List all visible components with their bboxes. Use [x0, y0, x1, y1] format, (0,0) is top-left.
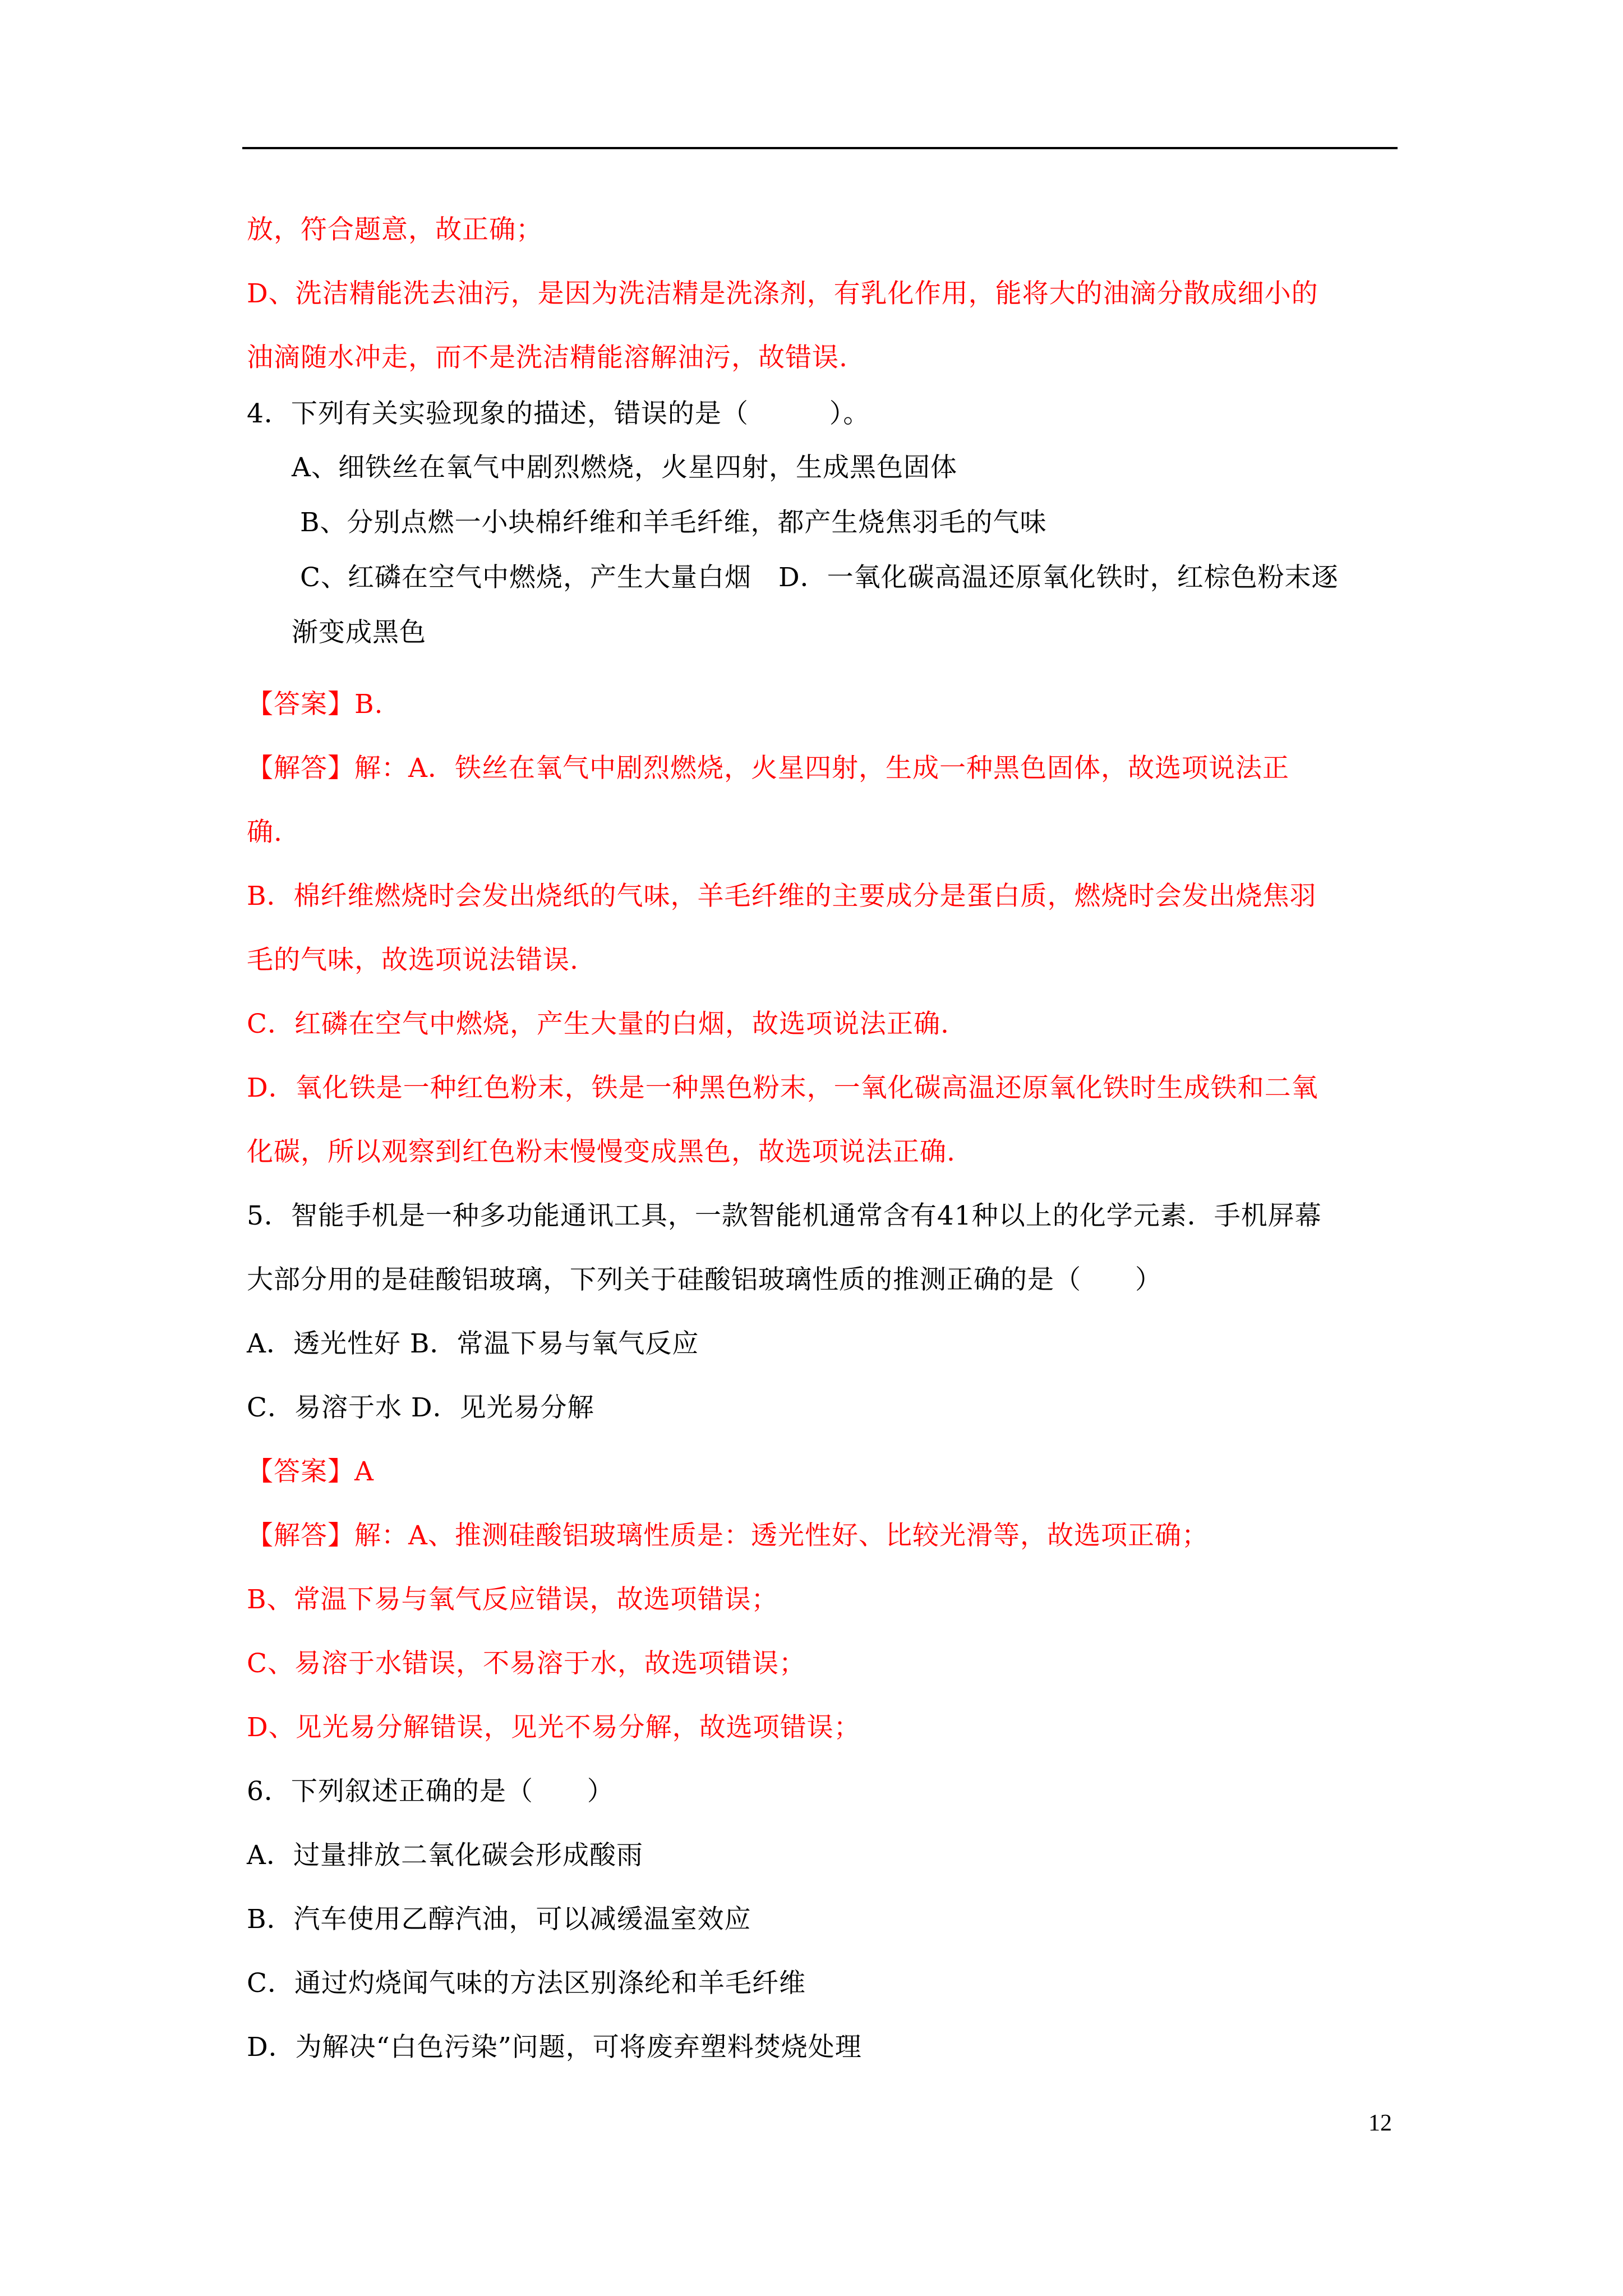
question-text-line: 5．智能手机是一种多功能通讯工具，一款智能机通常含有41种以上的化学元素．手机屏幕: [247, 1200, 1322, 1231]
answer-text-line: 【解答】解：A、推测硅酸铝玻璃性质是：透光性好、比较光滑等，故选项正确；: [247, 1520, 1209, 1551]
answer-text-line: 化碳，所以观察到红色粉末慢慢变成黑色，故选项说法正确.: [247, 1137, 956, 1167]
answer-text-line: D、见光易分解错误，见光不易分解，故选项错误；: [247, 1712, 861, 1743]
question-text-line: A、细铁丝在氧气中剧烈燃烧，火星四射，生成黑色固体: [292, 452, 957, 483]
answer-text-line: B．棉纤维燃烧时会发出烧纸的气味，羊毛纤维的主要成分是蛋白质，燃烧时会发出烧焦羽: [247, 881, 1317, 912]
answer-text-line: C．红磷在空气中燃烧，产生大量的白烟，故选项说法正确.: [247, 1009, 949, 1039]
page-number: 12: [1368, 2110, 1392, 2136]
question-text-line: B．汽车使用乙醇汽油，可以减缓温室效应: [247, 1904, 751, 1935]
question-text-line: B、分别点燃一小块棉纤维和羊毛纤维，都产生烧焦羽毛的气味: [300, 507, 1047, 538]
answer-text-line: B、常温下易与氧气反应错误，故选项错误；: [247, 1584, 778, 1615]
question-text-line: A．透光性好 B．常温下易与氧气反应: [247, 1328, 699, 1359]
question-text-line: C、红磷在空气中燃烧，产生大量白烟 D．一氧化碳高温还原氧化铁时，红棕色粉末逐: [300, 562, 1339, 593]
question-text-line: A．过量排放二氧化碳会形成酸雨: [247, 1840, 643, 1871]
answer-text-line: C、易溶于水错误，不易溶于水，故选项错误；: [247, 1648, 806, 1679]
question-text-line: 6．下列叙述正确的是（ ）: [247, 1776, 614, 1807]
answer-text-line: 油滴随水冲走，而不是洗洁精能溶解油污，故错误.: [247, 342, 848, 373]
answer-text-line: 放，符合题意，故正确；: [247, 214, 543, 245]
answer-text-line: 确.: [247, 817, 283, 848]
question-text-line: 4．下列有关实验现象的描述，错误的是（ ）。: [247, 398, 870, 429]
answer-text-line: 毛的气味，故选项说法错误.: [247, 945, 579, 976]
question-text-line: 渐变成黑色: [292, 617, 426, 648]
answer-text-line: D．氧化铁是一种红色粉末，铁是一种黑色粉末，一氧化碳高温还原氧化铁时生成铁和二氧: [247, 1073, 1318, 1103]
answer-text-line: 【答案】A: [247, 1456, 374, 1487]
answer-text-line: 【解答】解：A．铁丝在氧气中剧烈燃烧，火星四射，生成一种黑色固体，故选项说法正: [247, 753, 1289, 784]
question-text-line: C．通过灼烧闻气味的方法区别涤纶和羊毛纤维: [247, 1968, 806, 1999]
header-rule: [242, 147, 1398, 149]
answer-text-line: 【答案】B.: [247, 689, 384, 720]
question-text-line: 大部分用的是硅酸铝玻璃，下列关于硅酸铝玻璃性质的推测正确的是（ ）: [247, 1264, 1162, 1295]
question-text-line: D．为解决“白色污染”问题，可将废弃塑料焚烧处理: [247, 2032, 862, 2063]
question-text-line: C．易溶于水 D．见光易分解: [247, 1392, 594, 1423]
answer-text-line: D、洗洁精能洗去油污，是因为洗洁精是洗涤剂，有乳化作用，能将大的油滴分散成细小的: [247, 278, 1318, 309]
